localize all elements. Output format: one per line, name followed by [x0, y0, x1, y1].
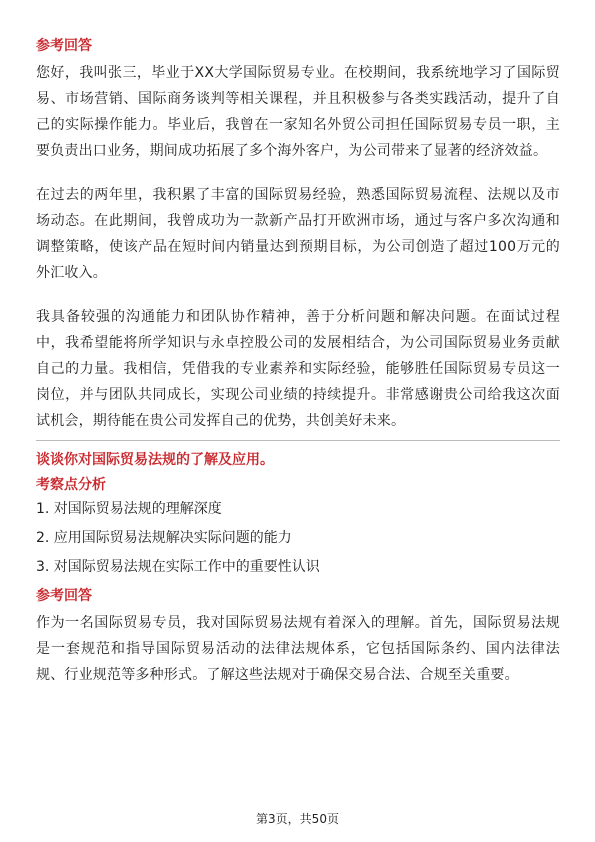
spacer: [36, 164, 560, 182]
interview-question: 谈谈你对国际贸易法规的了解及应用。: [36, 452, 274, 468]
page-number-footer: 第3页，共50页: [256, 812, 339, 826]
answer-paragraph-3: 我具备较强的沟通能力和团队协作精神，善于分析问题和解决问题。在面试过程中，我希望能将所学知识与永卓控股公司的发展相结合，为公司国际贸易业务贡献自己的力量。我相信，凭借我的专业素养和实际经验，能够胜任国际贸易专员这一岗位，并与团队共同成长，实现公司业绩的持续提升。非常感谢贵公司给我这次面试机会，期待能在贵公司发挥自己的优势，共创美好未来。: [36, 309, 560, 429]
answer-heading-2: 参考回答: [36, 588, 92, 604]
answer-paragraph-2: 在过去的两年里，我积累了丰富的国际贸易经验，熟悉国际贸易流程、法规以及市场动态。在此期间，我曾成功为一款新产品打开欧洲市场，通过与客户多次沟通和调整策略，使该产品在短时间内销量达到预期目标，为公司创造了超过100万元的外汇收入。: [36, 187, 560, 281]
reference-answer-heading: 参考回答: [36, 38, 92, 54]
analysis-item-1: 1. 对国际贸易法规的理解深度: [36, 501, 222, 517]
analysis-item-3: 3. 对国际贸易法规在实际工作中的重要性认识: [36, 559, 320, 575]
answer-paragraph-1: 您好，我叫张三，毕业于XX大学国际贸易专业。在校期间，我系统地学习了国际贸易、市场营销、国际商务谈判等相关课程，并且积极参与各类实践活动，提升了自己的实际操作能力。毕业后，我曾在一家知名外贸公司担任国际贸易专员一职，主要负责出口业务，期间成功拓展了多个海外客户，为公司带来了显著的经济效益。: [36, 65, 560, 159]
answer-paragraph-4: 作为一名国际贸易专员，我对国际贸易法规有着深入的理解。首先，国际贸易法规是一套规范和指导国际贸易活动的法律法规体系，它包括国际条约、国内法律法规、行业规范等多种形式。了解这些法规对于确保交易合法、合规至关重要。: [36, 615, 560, 683]
analysis-heading: 考察点分析: [36, 477, 106, 493]
analysis-item-2: 2. 应用国际贸易法规解决实际问题的能力: [36, 530, 292, 546]
spacer: [36, 286, 560, 304]
section-divider: [36, 440, 560, 441]
page-content: [36, 36, 560, 688]
analysis-list: [36, 495, 560, 582]
